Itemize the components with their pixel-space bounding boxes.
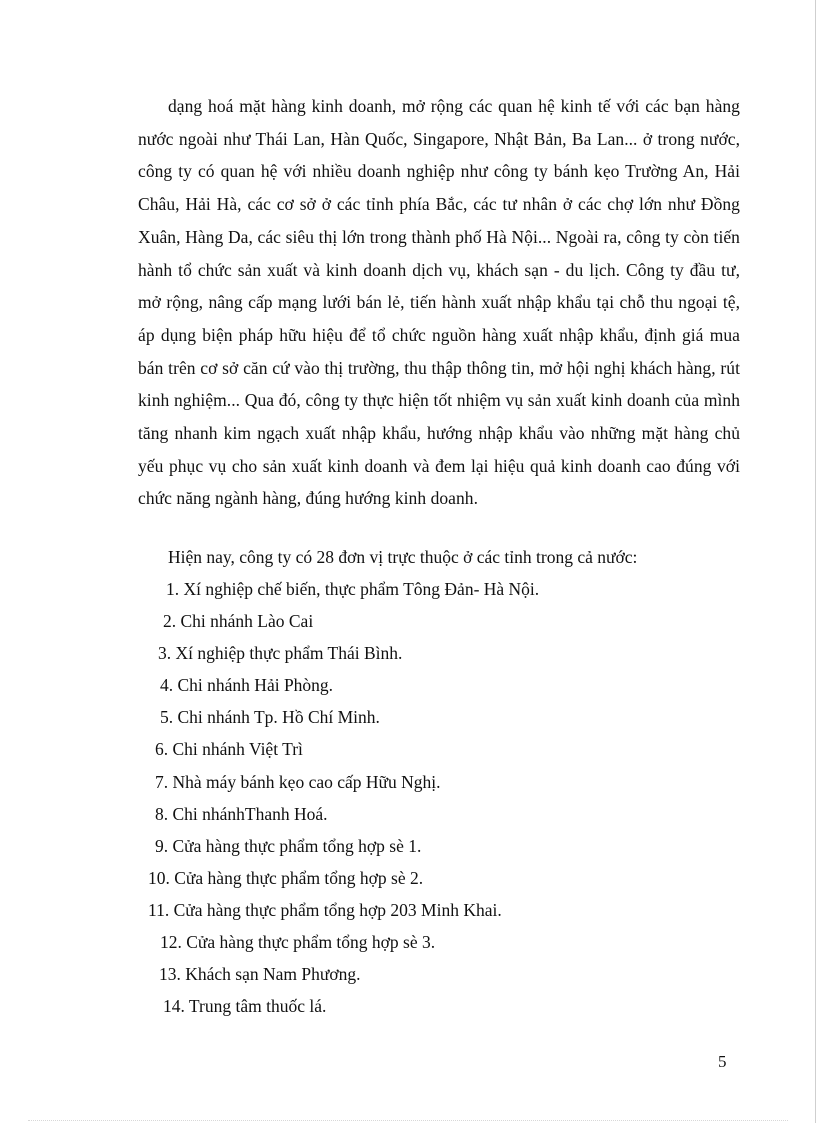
units-intro: Hiện nay, công ty có 28 đơn vị trực thuộc ở các tỉnh trong cả nước: [168,547,638,567]
list-item: 11. Cửa hàng thực phẩm tổng hợp 203 Minh Khai. [148,899,502,920]
list-item: 9. Cửa hàng thực phẩm tổng hợp sè 1. [155,835,422,856]
units-list [0,573,539,1022]
list-item: 8. Chi nhánhThanh Hoá. [155,803,328,824]
list-item: 5. Chi nhánh Tp. Hồ Chí Minh. [160,707,380,728]
list-item: 7. Nhà máy bánh kẹo cao cấp Hữu Nghị. [155,771,441,792]
list-item: 4. Chi nhánh Hải Phòng. [160,675,334,696]
list-item: 14. Trung tâm thuốc lá. [163,996,327,1017]
list-item: 2. Chi nhánh Lào Cai [163,611,314,632]
page-number: 5 [718,1052,727,1071]
list-item: 3. Xí nghiệp thực phẩm Thái Bình. [158,643,403,664]
list-item: 13. Khách sạn Nam Phương. [159,964,361,985]
body-paragraph: dạng hoá mặt hàng kinh doanh, mở rộng các quan hệ kinh tế với các bạn hàng nước ngoài như Thái Lan, Hàn Quốc, Singapore, Nhật Bản, Ba Lan... ở trong nước, công ty có quan hệ với nhiều doanh nghiệp như công ty bánh kẹo Trường An, Hải Châu, Hải Hà, các cơ sở ở các tỉnh phía Bắc, các tư nhân ở các chợ lớn như Đồng Xuân, Hàng Da, các siêu thị lớn trong thành phố Hà Nội... Ngoài ra, công ty còn tiến hành tổ chức sản xuất và kinh doanh dịch vụ, khách sạn - du lịch. Công ty đầu tư, mở rộng, nâng cấp mạng lưới bán lẻ, tiến hành xuất nhập khẩu tại chỗ thu ngoại tệ, áp dụng biện pháp hữu hiệu để tổ chức nguồn hàng xuất nhập khẩu, định giá mua bán trên cơ sở căn cứ vào thị trường, thu thập thông tin, mở hội nghị khách hàng, rút kinh nghiệm... Qua đó, công ty thực hiện tốt nhiệm vụ sản xuất kinh doanh của mình tăng nhanh kim ngạch xuất nhập khẩu, hướng nhập khẩu vào những mặt hàng chủ yếu phục vụ cho sản xuất kinh doanh và đem lại hiệu quả kinh doanh cao đúng với chức năng ngành hàng, đúng hướng kinh doanh. [138,96,740,509]
list-item: 6. Chi nhánh Việt Trì [155,739,303,760]
list-item: 12. Cửa hàng thực phẩm tổng hợp sè 3. [160,932,436,953]
footer-divider [28,1120,788,1121]
list-item: 10. Cửa hàng thực phẩm tổng hợp sè 2. [148,867,424,888]
list-item: 1. Xí nghiệp chế biến, thực phẩm Tông Đản- Hà Nội. [166,579,540,599]
